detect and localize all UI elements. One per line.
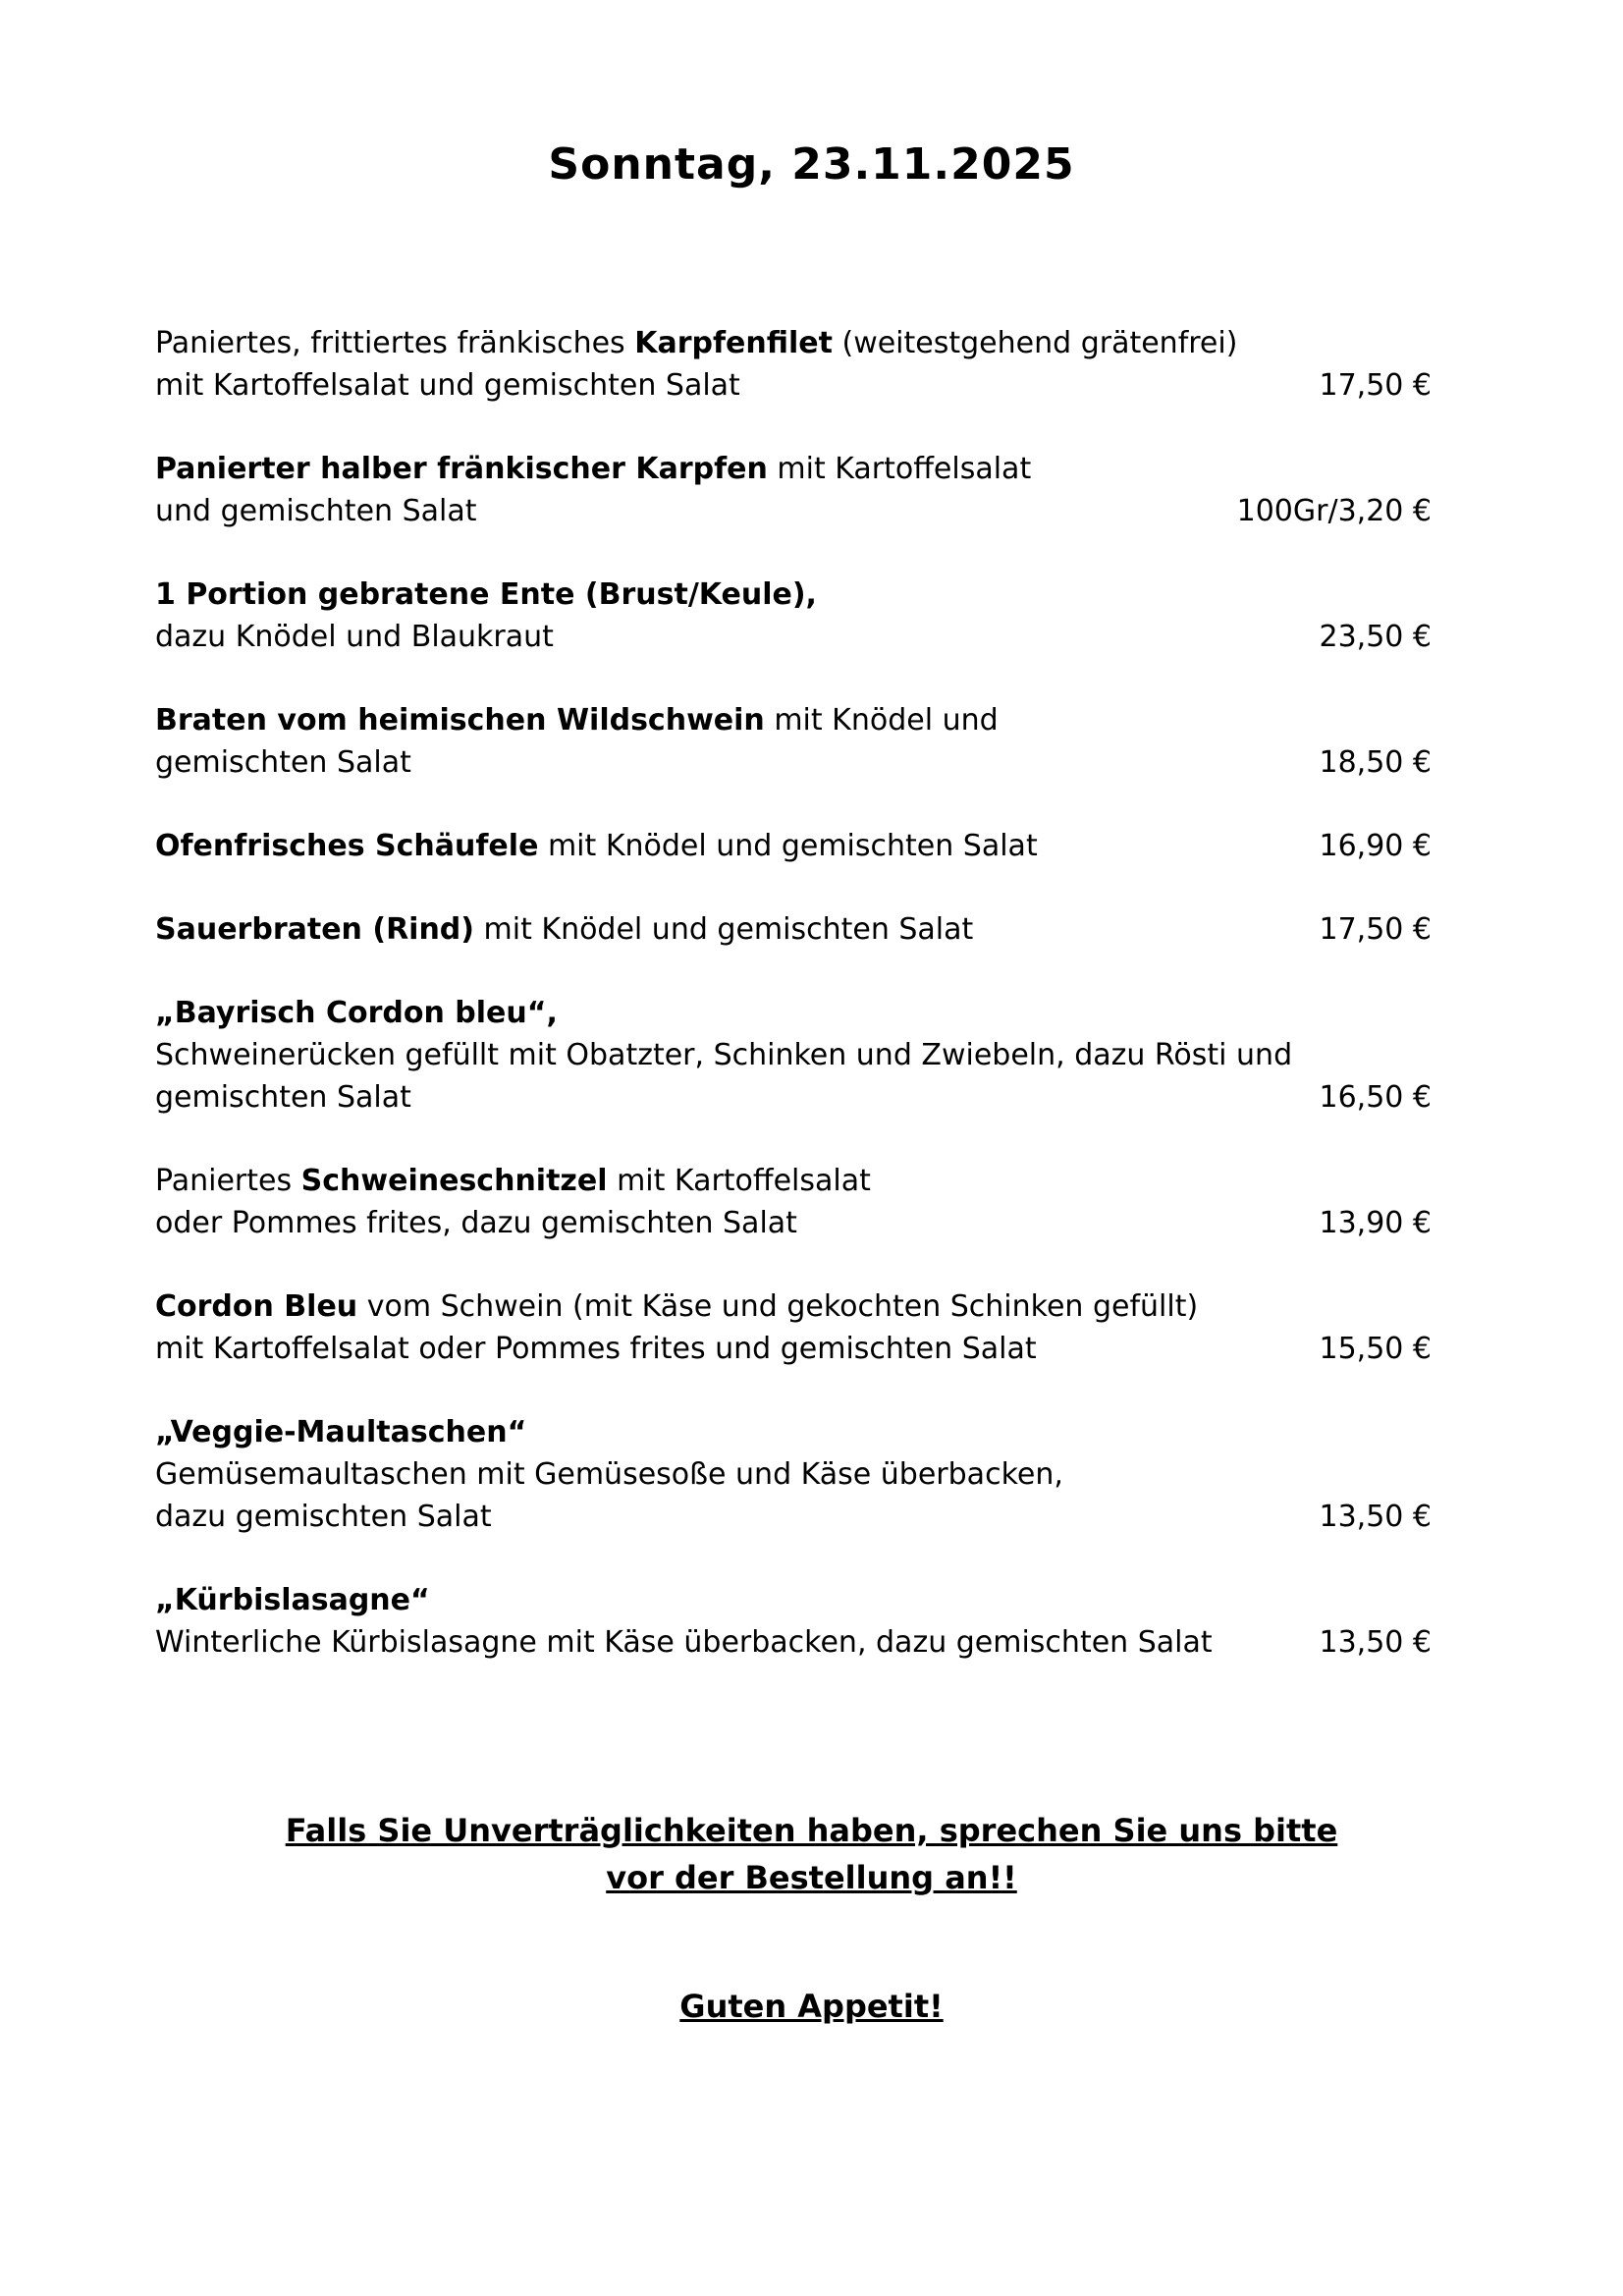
- menu-item: [155, 448, 1432, 532]
- menu-item-price: 100Gr/3,20 €: [1236, 494, 1432, 528]
- menu-item-text-post: mit Kartoffelsalat: [607, 1164, 871, 1198]
- menu-item-line1: [155, 1579, 1432, 1621]
- menu-item-line1: [155, 699, 1432, 741]
- menu-item-line2: [155, 741, 1432, 784]
- menu-item-price: 15,50 €: [1319, 1332, 1432, 1366]
- menu-item-line1: [155, 825, 1432, 867]
- menu-item-text-pre: Paniertes, frittiertes fränkisches: [155, 326, 635, 360]
- menu-item-text-pre: mit Kartoffelsalat oder Pommes frites und gemischten Salat: [155, 1332, 1037, 1366]
- menu-item-price: 13,50 €: [1319, 1500, 1432, 1534]
- menu-item-text-pre: Gemüsemaultaschen mit Gemüsesoße und Käse überbacken,: [155, 1457, 1063, 1492]
- menu-item-price: 18,50 €: [1319, 745, 1432, 780]
- menu-item-text-bold: „Bayrisch Cordon bleu“,: [155, 996, 558, 1030]
- menu-item-text-bold: Panierter halber fränkischer Karpfen: [155, 452, 768, 486]
- menu-item-line1: [155, 908, 1432, 951]
- menu-item-text-pre: dazu gemischten Salat: [155, 1500, 492, 1534]
- menu-item-price: 17,50 €: [1319, 912, 1432, 947]
- menu-item-text-pre: Schweinerücken gefüllt mit Obatzter, Schinken und Zwiebeln, dazu Rösti und: [155, 1038, 1293, 1072]
- menu-item-price: 23,50 €: [1319, 620, 1432, 654]
- menu-list: [155, 322, 1432, 1705]
- menu-item-line2: [155, 1453, 1432, 1496]
- menu-item-line1: [155, 1285, 1432, 1328]
- menu-item-text-post: mit Knödel und gemischten Salat: [474, 912, 974, 947]
- menu-item-text-pre: gemischten Salat: [155, 1080, 411, 1115]
- menu-item-line1: [155, 1411, 1432, 1453]
- menu-item-line2: [155, 1621, 1432, 1664]
- menu-item-line2: [155, 364, 1432, 407]
- menu-item: [155, 1285, 1432, 1370]
- menu-item-text-pre: gemischten Salat: [155, 745, 411, 780]
- menu-item-price: 17,50 €: [1319, 368, 1432, 403]
- menu-item-text-pre: mit Kartoffelsalat und gemischten Salat: [155, 368, 740, 403]
- menu-item-text-pre: Winterliche Kürbislasagne mit Käse überbacken, dazu gemischten Salat: [155, 1625, 1213, 1660]
- menu-item-line1: [155, 322, 1432, 364]
- menu-item-text-bold: „Kürbislasagne“: [155, 1583, 430, 1617]
- menu-item-line1: [155, 574, 1432, 616]
- menu-item-text-post: vom Schwein (mit Käse und gekochten Schinken gefüllt): [357, 1289, 1199, 1324]
- menu-item-text-post: mit Kartoffelsalat: [767, 452, 1032, 486]
- menu-item-text-pre: oder Pommes frites, dazu gemischten Salat: [155, 1206, 797, 1240]
- menu-item-line1: [155, 448, 1432, 490]
- menu-item-line3: [155, 1496, 1432, 1538]
- menu-item-text-bold: Cordon Bleu: [155, 1289, 358, 1324]
- menu-item: [155, 574, 1432, 658]
- menu-item-text-bold: Braten vom heimischen Wildschwein: [155, 703, 765, 738]
- menu-item: [155, 825, 1432, 867]
- menu-item-line1: [155, 1160, 1432, 1202]
- menu-item-price: 13,50 €: [1319, 1625, 1432, 1660]
- allergy-note-line-1: Falls Sie Unverträglichkeiten haben, sprechen Sie uns bitte: [285, 1812, 1338, 1849]
- menu-item: [155, 992, 1432, 1119]
- menu-item-text-bold: Karpfenfilet: [634, 326, 833, 360]
- allergy-note-line-2: vor der Bestellung an!!: [606, 1859, 1017, 1896]
- page-title: Sonntag, 23.11.2025: [548, 139, 1075, 190]
- greeting: Guten Appetit!: [679, 1988, 944, 2025]
- menu-item-text-post: mit Knödel und gemischten Salat: [538, 829, 1038, 863]
- menu-item-text-pre: dazu Knödel und Blaukraut: [155, 620, 554, 654]
- menu-item-line2: [155, 1328, 1432, 1370]
- menu-item-line2: [155, 1202, 1432, 1244]
- menu-item: [155, 322, 1432, 407]
- menu-item-line3: [155, 1076, 1432, 1119]
- menu-item-text-bold: Sauerbraten (Rind): [155, 912, 474, 947]
- menu-item-text-post: mit Knödel und: [764, 703, 999, 738]
- menu-item-price: 13,90 €: [1319, 1206, 1432, 1240]
- menu-item-line2: [155, 616, 1432, 658]
- menu-item-text-pre: und gemischten Salat: [155, 494, 477, 528]
- menu-item-price: 16,50 €: [1319, 1080, 1432, 1115]
- menu-item-text-bold: 1 Portion gebratene Ente (Brust/Keule),: [155, 577, 817, 612]
- menu-item-price: 16,90 €: [1319, 829, 1432, 863]
- menu-item-text-bold: „Veggie-Maultaschen“: [155, 1415, 527, 1449]
- menu-item-text-pre: Paniertes: [155, 1164, 301, 1198]
- menu-item: [155, 699, 1432, 784]
- menu-item: [155, 1411, 1432, 1538]
- menu-item: [155, 908, 1432, 951]
- menu-item-text-bold: Schweineschnitzel: [300, 1164, 608, 1198]
- menu-item: [155, 1579, 1432, 1664]
- menu-item-text-post: (weitestgehend grätenfrei): [832, 326, 1238, 360]
- menu-item: [155, 1160, 1432, 1244]
- menu-item-line2: [155, 1034, 1432, 1076]
- menu-item-line1: [155, 992, 1432, 1034]
- menu-item-text-bold: Ofenfrisches Schäufele: [155, 829, 539, 863]
- allergy-note: [0, 1807, 1623, 1901]
